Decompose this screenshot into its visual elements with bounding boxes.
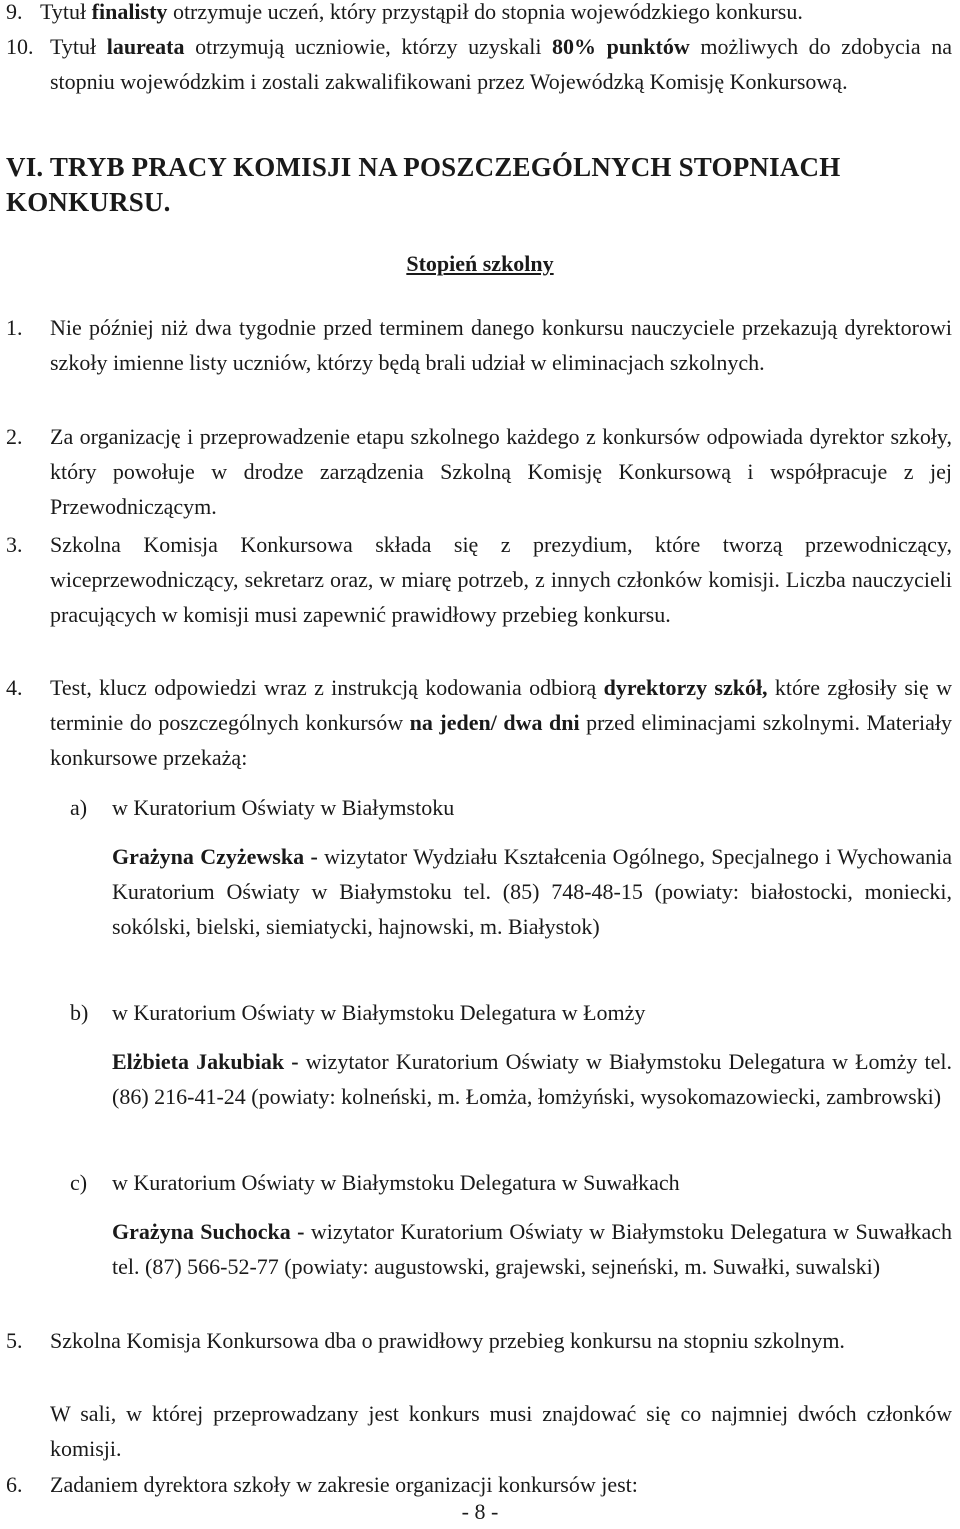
- text-run: Test, klucz odpowiedzi wraz z instrukcją kodowania odbiorą: [50, 675, 604, 700]
- item-text: Szkolna Komisja Konkursowa dba o prawidłowy przebieg konkursu na stopniu szkolnym.: [50, 1328, 845, 1353]
- bold-term-punkty: 80% punktów: [552, 34, 690, 59]
- item-text: Za organizację i przeprowadzenie etapu szkolnego każdego z konkursów odpowiada dyrektor szkoły, który powołuje w drodze zarządzenia Szkolną Komisję Konkursową i współpracuje z jej Przewodniczącym.: [50, 424, 952, 519]
- text-run: Tytuł: [40, 0, 92, 24]
- item-number: 2.: [6, 424, 23, 449]
- contact-text: [112, 1044, 952, 1114]
- bold-term-finalisty: finalisty: [91, 0, 168, 24]
- contact-text: [112, 839, 952, 944]
- contact-person: Grażyna Czyżewska -: [112, 844, 318, 869]
- item-text: [40, 0, 952, 29]
- bold-term-dyrektorzy: dyrektorzy szkół,: [603, 675, 768, 700]
- item-number: 6.: [6, 1472, 23, 1497]
- sub-item-letter: b): [70, 1000, 89, 1025]
- item-number: 10.: [6, 34, 34, 59]
- sub-item-letter: c): [70, 1170, 88, 1195]
- text-run: otrzymuje uczeń, który przystąpił do stopnia wojewódzkiego konkursu.: [167, 0, 803, 24]
- item-number: 9.: [6, 0, 23, 24]
- contact-text: [112, 1214, 952, 1284]
- office-name: w Kuratorium Oświaty w Białymstoku Delegatura w Suwałkach: [112, 1170, 680, 1195]
- contact-details: wizytator Kuratorium Oświaty w Białymstoku Delegatura w Łomży tel. (86) 216-41-24 (powiaty: kolneński, m. Łomża, łomżyński, wysokomazowiecki, zambrowski): [112, 1049, 952, 1109]
- bold-term-laureata: laureata: [106, 34, 185, 59]
- text-run: które zgłosiły się w terminie do poszczególnych konkursów: [50, 675, 952, 735]
- text-run: otrzymują uczniowie, którzy uzyskali: [184, 34, 553, 59]
- item-text: [50, 29, 952, 99]
- item-text: Nie później niż dwa tygodnie przed terminem danego konkursu nauczyciele przekazują dyrektorowi szkoły imienne listy uczniów, którzy będą brali udział w eliminacjach szkolnych.: [50, 315, 952, 375]
- section-heading: VI. TRYB PRACY KOMISJI NA POSZCZEGÓLNYCH STOPNIACH KONKURSU.: [6, 152, 841, 217]
- sub-item-letter: a): [70, 795, 88, 820]
- item-text: [50, 670, 952, 775]
- item-text: W sali, w której przeprowadzany jest konkurs musi znajdować się co najmniej dwóch członków komisji.: [50, 1401, 952, 1461]
- contact-person: Grażyna Suchocka -: [112, 1219, 305, 1244]
- contact-details: wizytator Kuratorium Oświaty w Białymstoku Delegatura w Suwałkach tel. (87) 566-52-77 (powiaty: augustowski, grajewski, sejneński, m. Suwałki, suwalski): [112, 1219, 952, 1279]
- contact-person: Elżbieta Jakubiak -: [112, 1049, 299, 1074]
- item-text: Zadaniem dyrektora szkoły w zakresie organizacji konkursów jest:: [50, 1472, 638, 1497]
- page-number: - 8 -: [461, 1499, 499, 1524]
- contact-details: wizytator Wydziału Kształcenia Ogólnego, Specjalnego i Wychowania Kuratorium Oświaty w Białymstoku tel. (85) 748-48-15 (powiaty: białostocki, moniecki, sokólski, bielski, siemiatycki, hajnowski, m. Białystok): [112, 844, 952, 939]
- text-run: przed eliminacjami szkolnymi. Materiały konkursowe przekażą:: [50, 710, 952, 770]
- office-name: w Kuratorium Oświaty w Białymstoku: [112, 795, 455, 820]
- text-run: Tytuł: [50, 34, 107, 59]
- item-number: 1.: [6, 315, 23, 340]
- office-name: w Kuratorium Oświaty w Białymstoku Delegatura w Łomży: [112, 1000, 646, 1025]
- item-number: 3.: [6, 532, 23, 557]
- item-number: 4.: [6, 675, 23, 700]
- section-subheading: Stopień szkolny: [406, 251, 554, 276]
- item-text: Szkolna Komisja Konkursowa składa się z prezydium, które tworzą przewodniczący, wiceprzewodniczący, sekretarz oraz, w miarę potrzeb, z innych członków komisji. Liczba nauczycieli pracujących w komisji musi zapewnić prawidłowy przebieg konkursu.: [50, 532, 952, 627]
- text-run: możliwych do zdobycia na stopniu wojewódzkim i zostali zakwalifikowani przez Wojewódzką Komisję Konkursową.: [50, 34, 952, 94]
- bold-term-dni: na jeden/ dwa dni: [409, 710, 580, 735]
- item-number: 5.: [6, 1328, 23, 1353]
